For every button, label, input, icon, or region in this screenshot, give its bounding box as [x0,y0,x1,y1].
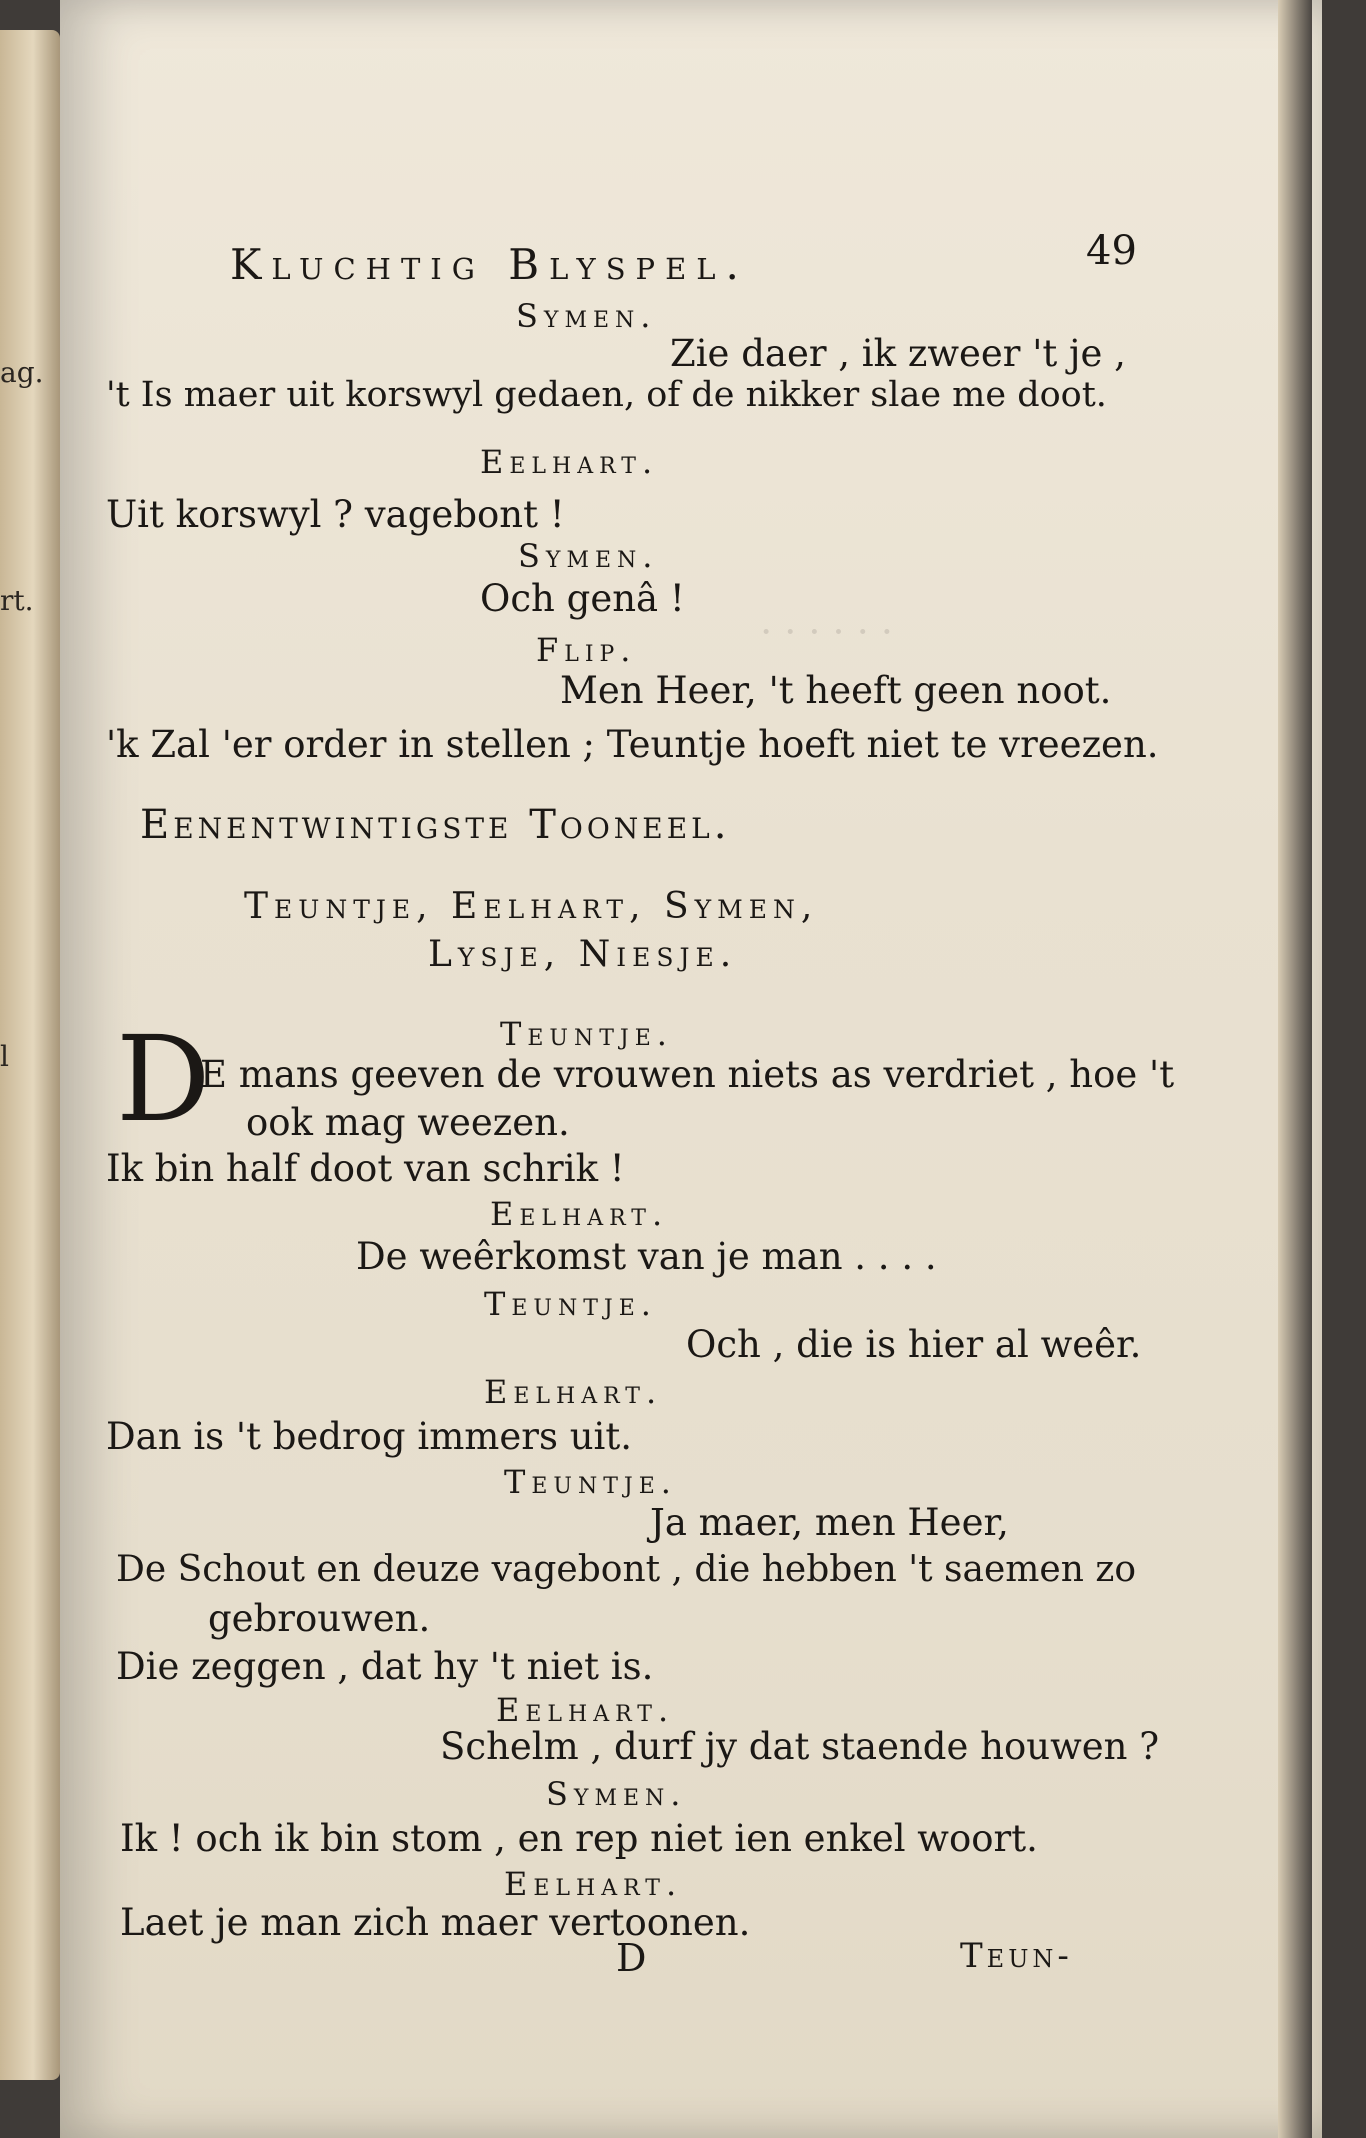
verse-line: Och genâ ! [480,577,685,620]
cast-list: Teuntje, Eelhart, Symen, [244,886,819,927]
signature-mark: D [616,1936,647,1980]
verse-line: Dan is 't bedrog immers uit. [106,1415,633,1458]
verse-line: ook mag weezen. [246,1101,570,1144]
verse-line: Ik ! och ik bin stom , en rep niet ien enkel woort. [120,1817,1038,1860]
left-page-fragment: rt. [0,584,34,617]
speaker-name: Symen. [518,537,659,575]
running-title: Kluchtig Blyspel. [230,240,749,289]
verse-line: 'k Zal 'er order in stellen ; Teuntje hoeft niet te vreezen. [106,723,1159,766]
verse-line: Men Heer, 't heeft geen noot. [560,669,1112,712]
speaker-name: Teuntje. [500,1015,673,1053]
drop-cap: D [116,1010,211,1148]
speaker-name: Teuntje. [484,1285,657,1323]
verse-line: E mans geeven de vrouwen niets as verdriet , hoe 't [200,1053,1175,1096]
verse-line: Och , die is hier al weêr. [686,1323,1142,1366]
verse-line: De Schout en deuze vagebont , die hebben 't saemen zo [116,1549,1137,1590]
speaker-name: Eelhart. [490,1195,669,1233]
left-page-fragment: l [0,1040,9,1073]
verse-line: Schelm , durf jy dat staende houwen ? [440,1725,1160,1768]
speaker-name: Eelhart. [480,443,659,481]
page-number: 49 [1086,228,1137,274]
verse-line: 't Is maer uit korswyl gedaen, of de nikker slae me doot. [106,375,1107,415]
verse-line: Laet je man zich maer vertoonen. [120,1901,751,1944]
speaker-name: Flip. [536,631,637,669]
verse-line: Die zeggen , dat hy 't niet is. [116,1645,654,1688]
verse-line: De weêrkomst van je man . . . . [356,1235,937,1278]
left-page-edge [0,30,60,2080]
scene-title: Eenentwintigste Tooneel. [140,802,731,848]
bleed-through-text: · · · · · · [760,610,893,654]
speaker-name: Eelhart. [504,1865,683,1903]
speaker-name: Eelhart. [496,1691,675,1729]
book-page [60,0,1322,2138]
cast-list: Lysje, Niesje. [428,934,738,975]
page-text [60,0,1322,2138]
verse-line: Ik bin half doot van schrik ! [106,1147,625,1190]
verse-line: gebrouwen. [208,1597,431,1640]
verse-line: Uit korswyl ? vagebont ! [106,493,565,536]
left-page-fragment: ag. [0,356,44,389]
speaker-name: Symen. [516,297,657,335]
catchword: Teun- [960,1936,1073,1976]
verse-line: Ja maer, men Heer, [650,1501,1009,1544]
verse-line: Zie daer , ik zweer 't je , [670,332,1126,375]
speaker-name: Teuntje. [504,1463,677,1501]
speaker-name: Symen. [546,1775,687,1813]
speaker-name: Eelhart. [484,1373,663,1411]
